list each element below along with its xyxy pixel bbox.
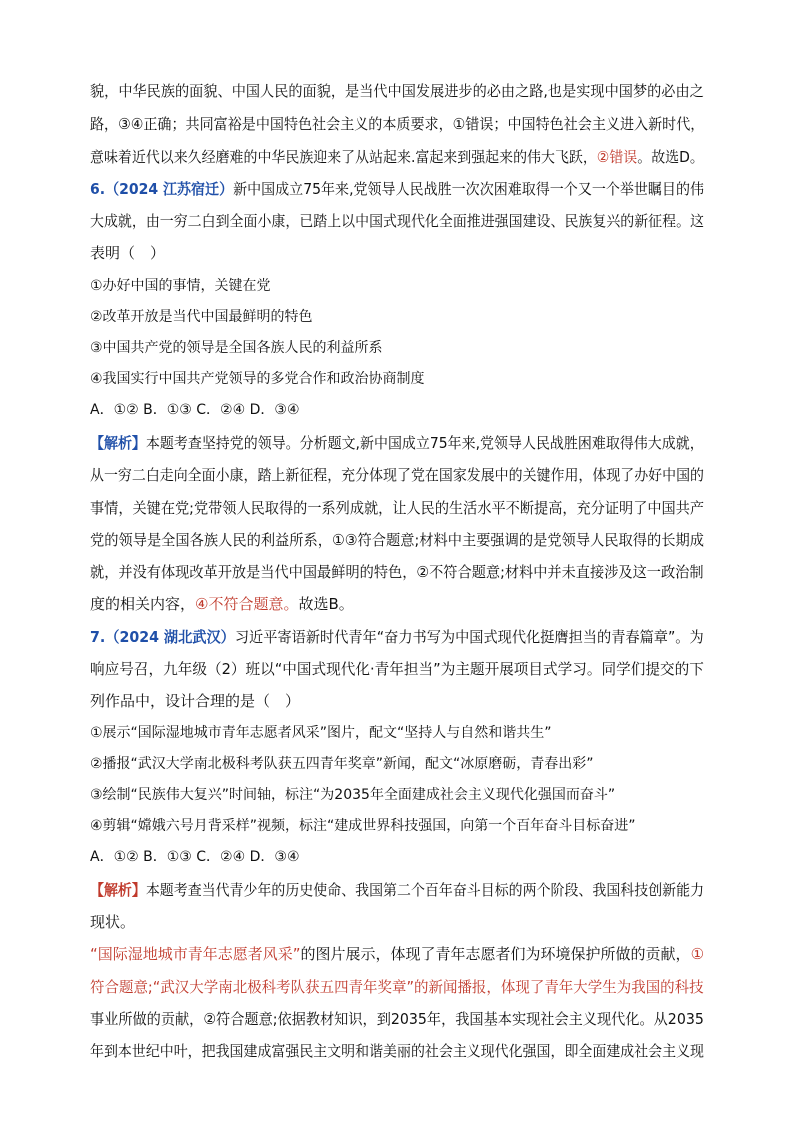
- question-7-stem-line-3: 列作品中，设计合理的是（ ）: [90, 692, 301, 710]
- question-6-analysis-line-1: [90, 433, 704, 453]
- question-7-analysis-line-4: [90, 977, 704, 997]
- question-6-stem-line-2: 大成就，由一穷二白到全面小康，已踏上以中国式现代化全面推进强国建设、民族复兴的新征程。这: [90, 212, 705, 230]
- question-7-analysis-line-3: [90, 944, 704, 964]
- question-6-choices: A．①② B．①③ C．②④ D．③④: [90, 402, 300, 418]
- question-7-stem-line-2: 响应号召，九年级（2）班以“中国式现代化·青年担当”为主题开展项目式学习。同学们提交的下: [90, 660, 704, 678]
- highlight-text: 符合题意;: [90, 978, 153, 996]
- text: 习近平寄语新时代青年“奋力书写为中国式现代化挺膺担当的青春篇章”。为: [234, 628, 704, 646]
- question-6-analysis-line-3: 事情，关键在党;党带领人民取得的一系列成就，让人民的生活水平不断提高，充分证明了中国共产: [90, 499, 705, 517]
- question-source: （2024 江苏宿迁）: [105, 180, 234, 198]
- highlight-text: ②错误: [596, 148, 638, 166]
- continuation-line-3: [90, 147, 704, 167]
- question-7-option-2: ②播报“武汉大学南北极科考队获五四青年奖章”新闻，配文“冰原磨砺，青春出彩”: [90, 756, 594, 772]
- text: 度的相关内容，: [90, 595, 196, 613]
- continuation-line-1: 貌，中华民族的面貌、中国人民的面貌，是当代中国发展进步的必由之路,也是实现中国梦的必由之: [90, 82, 704, 100]
- question-7-choices: A．①② B．①③ C．②④ D．③④: [90, 849, 300, 865]
- text: 故选B。: [298, 595, 354, 613]
- text: 本题考查坚持党的领导。分析题文,新中国成立75年来,党领导人民战胜困难取得伟大成就，: [145, 434, 704, 452]
- question-7-analysis-line-5: 事业所做的贡献，②符合题意;依据教材知识，到2035年，我国基本实现社会主义现代化。从2035: [90, 1010, 704, 1028]
- question-6-analysis-line-5: 就，并没有体现改革开放是当代中国最鲜明的特色，②不符合题意;材料中并未直接涉及这一政治制: [90, 563, 704, 581]
- question-6-option-3: ③中国共产党的领导是全国各族人民的利益所系: [90, 340, 383, 356]
- question-7-option-1: ①展示“国际湿地城市青年志愿者风采”图片，配文“坚持人与自然和谐共生”: [90, 725, 552, 741]
- question-number: 6.: [90, 180, 106, 198]
- question-6-stem-line-3: 表明（ ）: [90, 244, 166, 262]
- question-7-option-3: ③绘制“民族伟大复兴”时间轴，标注“为2035年全面建成社会主义现代化强国而奋斗”: [90, 787, 616, 803]
- question-6-analysis-line-2: 从一穷二白走向全面小康，踏上新征程，充分体现了党在国家发展中的关键作用，体现了办好中国的: [90, 466, 705, 484]
- text: 本题考查当代青少年的历史使命、我国第二个百年奋斗目标的两个阶段、我国科技创新能力: [145, 881, 705, 899]
- question-6-option-2: ②改革开放是当代中国最鲜明的特色: [90, 309, 313, 325]
- question-number: 7.: [90, 628, 106, 646]
- highlight-text: “国际湿地城市青年志愿者风采”: [90, 945, 301, 963]
- question-6-option-4: ④我国实行中国共产党领导的多党合作和政治协商制度: [90, 371, 425, 387]
- question-source: （2024 湖北武汉）: [105, 628, 235, 646]
- question-6-analysis-line-6: [90, 594, 354, 614]
- question-7-stem-line-1: [90, 627, 704, 647]
- highlight-text: “武汉大学南北极科考队获五四青年奖章”的新闻播报，体现了青年大学生为我国的科技: [152, 978, 704, 996]
- question-6-analysis-line-4: 党的领导是全国各族人民的利益所系，①③符合题意;材料中主要强调的是党领导人民取得的长期成: [90, 531, 704, 549]
- highlight-text: ①: [690, 945, 705, 963]
- text: 。故选D。: [637, 148, 704, 166]
- question-6-option-1: ①办好中国的事情，关键在党: [90, 278, 271, 294]
- question-7-analysis-line-1: [90, 880, 704, 900]
- question-7-analysis-line-6: 年到本世纪中叶，把我国建成富强民主文明和谐美丽的社会主义现代化强国，即全面建成社会主义现: [90, 1042, 705, 1060]
- question-7-analysis-line-2: 现状。: [90, 913, 136, 931]
- question-6-stem-line-1: [90, 179, 704, 199]
- text: 的图片展示，体现了青年志愿者们为环境保护所做的贡献，: [300, 945, 691, 963]
- text: 意味着近代以来久经磨难的中华民族迎来了从站起来.富起来到强起来的伟大飞跃，: [90, 148, 597, 166]
- analysis-tag: 【解析】: [90, 434, 146, 452]
- highlight-text: ④不符合题意。: [195, 595, 299, 613]
- continuation-line-2: 路，③④正确；共同富裕是中国特色社会主义的本质要求，①错误；中国特色社会主义进入新时代，: [90, 115, 705, 133]
- text: 新中国成立75年来,党领导人民战胜一次次困难取得一个又一个举世瞩目的伟: [233, 180, 704, 198]
- question-7-option-4: ④剪辑“嫦娥六号月背采样”视频，标注“建成世界科技强国，向第一个百年奋斗目标奋进”: [90, 818, 636, 834]
- analysis-tag: 【解析】: [90, 881, 146, 899]
